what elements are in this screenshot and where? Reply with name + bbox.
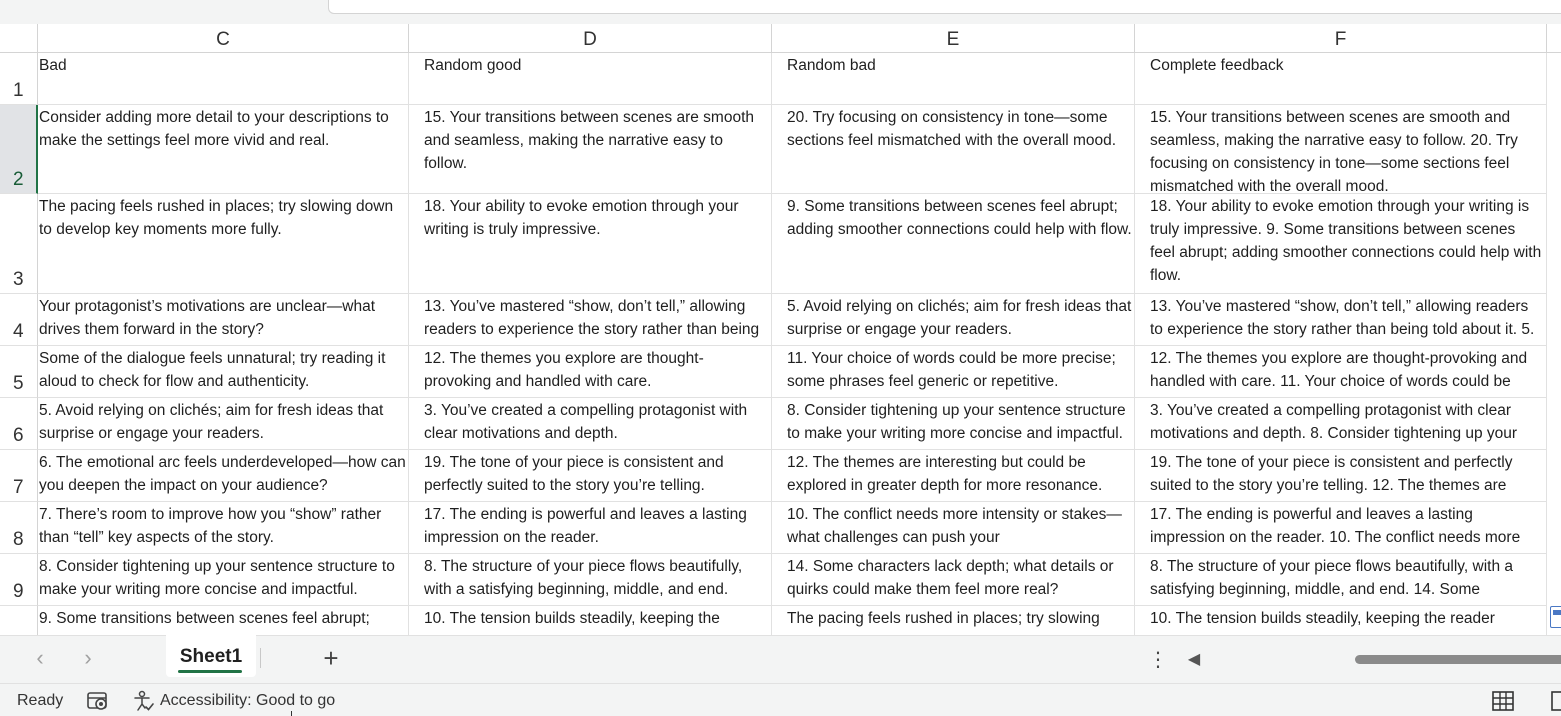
table-cell[interactable]: Random good [409, 53, 772, 105]
table-cell[interactable]: The pacing feels rushed in places; try slowing [772, 606, 1135, 635]
formula-input[interactable] [328, 0, 1561, 14]
table-cell[interactable]: 18. Your ability to evoke emotion through your writing is truly impressive. 9. Some transitions between scenes feel abrupt; adding smoother connections could help with flow. [1135, 194, 1547, 294]
status-ready: Ready [17, 692, 64, 709]
table-cell[interactable]: 13. You’ve mastered “show, don’t tell,” allowing readers to experience the story rather than being [409, 294, 772, 346]
sheet-tab-label: Sheet1 [179, 646, 243, 667]
normal-view-icon[interactable] [1490, 689, 1516, 713]
column-header-c[interactable]: C [38, 24, 409, 53]
row-header[interactable]: 4 [0, 294, 38, 346]
row-header[interactable]: 8 [0, 502, 38, 554]
vertical-scroll-marker-icon[interactable] [1550, 606, 1561, 628]
table-cell[interactable]: 10. The tension builds steadily, keeping the reader [1135, 606, 1547, 635]
table-cell[interactable]: 8. The structure of your piece flows beautifully, with a satisfying beginning, middle, and end. [409, 554, 772, 606]
row-header[interactable]: 1 [0, 53, 38, 105]
table-cell[interactable]: 8. Consider tightening up your sentence structure to make your writing more concise and impactful. [38, 554, 409, 606]
table-cell[interactable]: 7. There’s room to improve how you “show” rather than “tell” key aspects of the story. [38, 502, 409, 554]
horizontal-scrollbar[interactable] [1210, 651, 1561, 667]
previous-sheet-icon[interactable]: ‹ [36, 645, 44, 670]
macro-recording-icon[interactable] [86, 690, 110, 712]
column-header-f[interactable]: F [1135, 24, 1547, 53]
column-header-row [0, 24, 1561, 53]
table-cell[interactable]: Your protagonist’s motivations are unclear—what drives them forward in the story? [38, 294, 409, 346]
table-cell[interactable]: Some of the dialogue feels unnatural; try reading it aloud to check for flow and authenticity. [38, 346, 409, 398]
active-tab-indicator [178, 670, 242, 673]
table-cell[interactable]: 6. The emotional arc feels underdeveloped—how can you deepen the impact on your audience? [38, 450, 409, 502]
sheet-tab-sheet1[interactable] [166, 635, 256, 677]
next-sheet-icon[interactable]: › [84, 645, 92, 670]
table-cell[interactable]: 15. Your transitions between scenes are smooth and seamless, making the narrative easy to follow. [409, 105, 772, 194]
accessibility-status[interactable]: Accessibility: Good to go [160, 692, 336, 709]
row-header[interactable]: 7 [0, 450, 38, 502]
column-header-d[interactable]: D [409, 24, 772, 53]
table-cell[interactable]: 8. The structure of your piece flows beautifully, with a satisfying beginning, middle, and end. 14. Some [1135, 554, 1547, 606]
table-cell[interactable]: 11. Your choice of words could be more precise; some phrases feel generic or repetitive. [772, 346, 1135, 398]
select-all-corner[interactable] [0, 24, 38, 53]
table-cell[interactable]: Consider adding more detail to your descriptions to make the settings feel more vivid and real. [38, 105, 409, 194]
table-cell[interactable]: 15. Your transitions between scenes are smooth and seamless, making the narrative easy to follow. 20. Try focusing on consistency in tone—some sections feel mismatched with the overall mood. [1135, 105, 1547, 194]
page-layout-view-icon[interactable] [1550, 689, 1561, 713]
table-cell[interactable]: 5. Avoid relying on clichés; aim for fresh ideas that surprise or engage your readers. [38, 398, 409, 450]
more-options-icon[interactable]: ⋮ [1148, 649, 1168, 671]
table-cell[interactable]: 19. The tone of your piece is consistent and perfectly suited to the story you’re telling. [409, 450, 772, 502]
table-cell[interactable]: Bad [38, 53, 409, 105]
table-cell[interactable]: 10. The tension builds steadily, keeping the [409, 606, 772, 635]
table-cell[interactable]: 12. The themes are interesting but could be explored in greater depth for more resonance. [772, 450, 1135, 502]
accessibility-icon[interactable] [133, 690, 155, 712]
add-sheet-icon[interactable]: + [323, 643, 339, 673]
sheet-tabs-bar [0, 635, 1561, 683]
row-header[interactable]: 9 [0, 554, 38, 606]
table-cell[interactable]: 9. Some transitions between scenes feel abrupt; adding smoother connections could help with flow. [772, 194, 1135, 294]
table-cell[interactable]: The pacing feels rushed in places; try slowing down to develop key moments more fully. [38, 194, 409, 294]
row-header[interactable]: 6 [0, 398, 38, 450]
table-cell[interactable]: 17. The ending is powerful and leaves a lasting impression on the reader. [409, 502, 772, 554]
row-header[interactable]: 5 [0, 346, 38, 398]
table-cell[interactable]: 3. You’ve created a compelling protagonist with clear motivations and depth. 8. Consider tightening up your [1135, 398, 1547, 450]
scroll-left-icon[interactable]: ◀ [1187, 651, 1201, 668]
table-cell[interactable]: 5. Avoid relying on clichés; aim for fresh ideas that surprise or engage your readers. [772, 294, 1135, 346]
table-cell[interactable]: 18. Your ability to evoke emotion through your writing is truly impressive. [409, 194, 772, 294]
horizontal-scroll-thumb[interactable] [1355, 655, 1561, 664]
table-cell[interactable]: 3. You’ve created a compelling protagonist with clear motivations and depth. [409, 398, 772, 450]
mouse-cursor [291, 711, 292, 716]
table-cell[interactable]: 14. Some characters lack depth; what details or quirks could make them feel more real? [772, 554, 1135, 606]
table-cell[interactable]: 12. The themes you explore are thought-provoking and handled with care. 11. Your choice of words could be [1135, 346, 1547, 398]
table-cell[interactable]: Random bad [772, 53, 1135, 105]
row-header[interactable]: 2 [0, 105, 38, 194]
table-cell[interactable]: 20. Try focusing on consistency in tone—some sections feel mismatched with the overall mood. [772, 105, 1135, 194]
table-cell[interactable]: 19. The tone of your piece is consistent and perfectly suited to the story you’re telling. 12. The themes are [1135, 450, 1547, 502]
table-cell[interactable]: 17. The ending is powerful and leaves a lasting impression on the reader. 10. The conflict needs more [1135, 502, 1547, 554]
formula-bar-area [0, 0, 1561, 24]
table-cell[interactable]: 10. The conflict needs more intensity or stakes—what challenges can push your [772, 502, 1135, 554]
table-cell[interactable]: Complete feedback [1135, 53, 1547, 105]
status-bar [0, 683, 1561, 716]
table-cell[interactable]: 8. Consider tightening up your sentence structure to make your writing more concise and impactful. [772, 398, 1135, 450]
tab-divider [260, 648, 261, 668]
table-cell[interactable]: 12. The themes you explore are thought-provoking and handled with care. [409, 346, 772, 398]
table-cell[interactable]: 13. You’ve mastered “show, don’t tell,” allowing readers to experience the story rather than being told about it. 5. [1135, 294, 1547, 346]
cell-grid [38, 53, 1561, 635]
table-cell[interactable]: 9. Some transitions between scenes feel abrupt; [38, 606, 409, 635]
column-header-e[interactable]: E [772, 24, 1135, 53]
row-header[interactable]: 3 [0, 194, 38, 294]
